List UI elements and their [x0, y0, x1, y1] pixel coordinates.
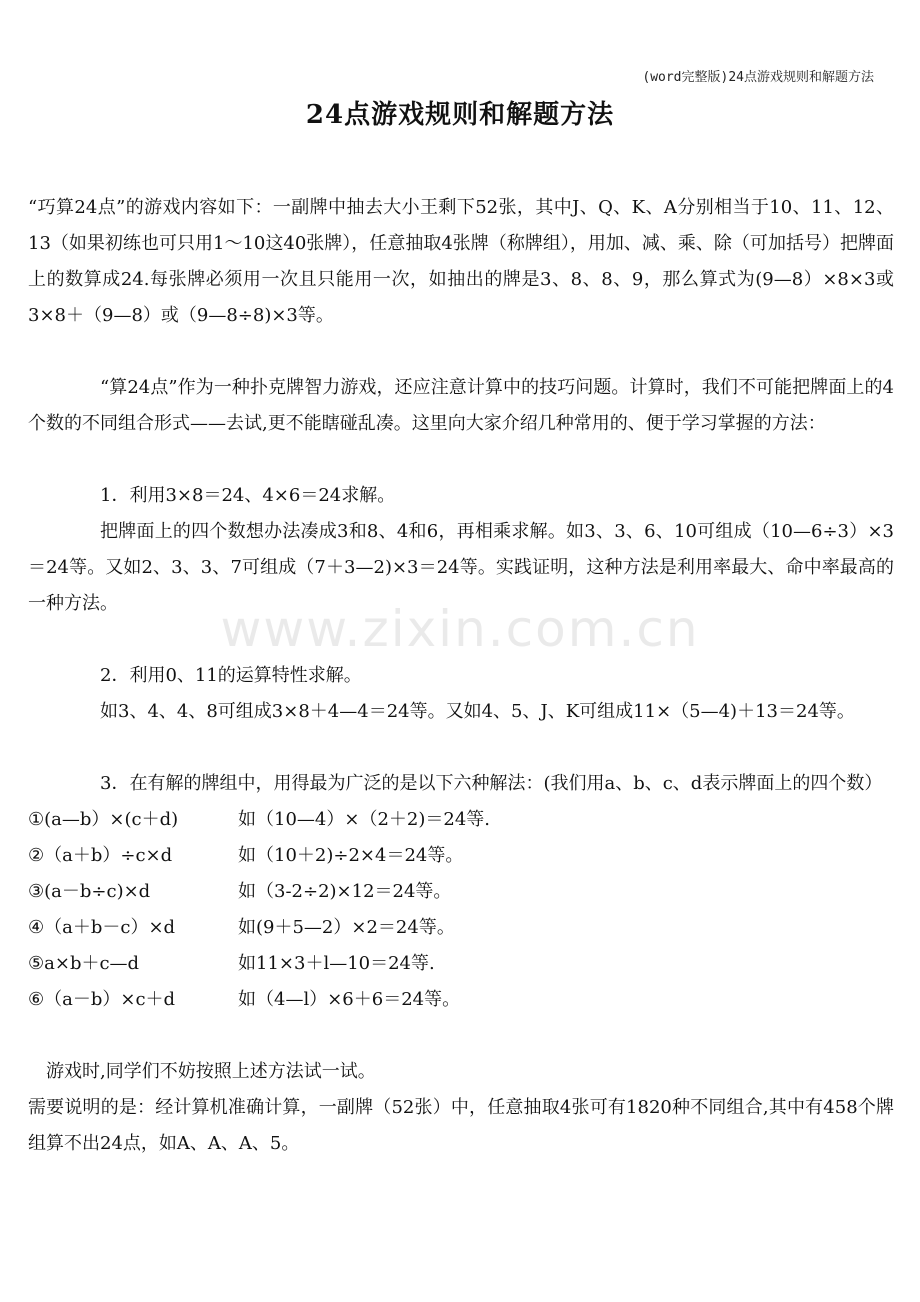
formula-example: 如（4—l）×6＋6＝24等。 [238, 989, 461, 1010]
formula-row-1 [28, 802, 894, 838]
page-title: 24点游戏规则和解题方法 [305, 100, 615, 130]
formula-row-3 [28, 874, 894, 910]
formula-list [28, 802, 894, 1018]
formula-row-4 [28, 910, 894, 946]
method2-body: 如3、4、4、8可组成3×8＋4—4＝24等。又如4、5、J、K可组成11×（5—4)＋13＝24等。 [100, 701, 855, 722]
method2-heading: 2．利用0、11的运算特性求解。 [100, 665, 362, 686]
formula-expression: ④（a＋b－c）×d [28, 917, 176, 938]
formula-expression: ③(a－b÷c)×d [28, 881, 151, 902]
formula-example: 如(9＋5—2）×2＝24等。 [238, 917, 455, 938]
strategy-paragraph: “算24点”作为一种扑克牌智力游戏，还应注意计算中的技巧问题。计算时，我们不可能把牌面上的4个数的不同组合形式——去试,更不能瞎碰乱凑。这里向大家介绍几种常用的、便于学习掌握的方法： [28, 377, 894, 434]
header-note: (word完整版)24点游戏规则和解题方法 [642, 70, 874, 85]
formula-expression: ⑥（a－b）×c＋d [28, 989, 176, 1010]
formula-expression: ②（a＋b）÷c×d [28, 845, 173, 866]
method1-body: 把牌面上的四个数想办法凑成3和8、4和6，再相乘求解。如3、3、6、10可组成（10—6÷3）×3＝24等。又如2、3、3、7可组成（7＋3—2)×3＝24等。实践证明，这种方法是利用率最大、命中率最高的一种方法。 [28, 521, 894, 614]
closing-note: 游戏时,同学们不妨按照上述方法试一试。 [46, 1061, 376, 1082]
formula-row-2 [28, 838, 894, 874]
document-body [28, 190, 894, 1162]
formula-expression: ①(a—b）×(c＋d) [28, 809, 179, 830]
explanation-note: 需要说明的是：经计算机准确计算，一副牌（52张）中，任意抽取4张可有1820种不同组合,其中有458个牌组算不出24点，如A、A、A、5。 [28, 1097, 894, 1154]
formula-row-6 [28, 982, 894, 1018]
formula-example: 如（3-2÷2)×12＝24等。 [238, 881, 452, 902]
watermark: www.zixin.com.cn [220, 600, 700, 658]
formula-example: 如（10＋2)÷2×4＝24等。 [238, 845, 464, 866]
method1-heading: 1．利用3×8＝24、4×6＝24求解。 [100, 485, 396, 506]
method3-heading: 3．在有解的牌组中，用得最为广泛的是以下六种解法：(我们用a、b、c、d表示牌面上的四个数） [100, 773, 883, 794]
intro-paragraph: “巧算24点”的游戏内容如下：一副牌中抽去大小王剩下52张，其中J、Q、K、A分别相当于10、11、12、13（如果初练也可只用1～10这40张牌），任意抽取4张牌（称牌组），用加、减、乘、除（可加括号）把牌面上的数算成24.每张牌必须用一次且只能用一次，如抽出的牌是3、8、8、9，那么算式为(9—8）×8×3或3×8＋（9—8）或（9—8÷8)×3等。 [28, 197, 894, 326]
formula-example: 如（10—4）×（2＋2)＝24等. [238, 809, 490, 830]
formula-row-5 [28, 946, 894, 982]
formula-expression: ⑤a×b＋c—d [28, 953, 140, 974]
formula-example: 如11×3＋l—10＝24等. [238, 953, 435, 974]
